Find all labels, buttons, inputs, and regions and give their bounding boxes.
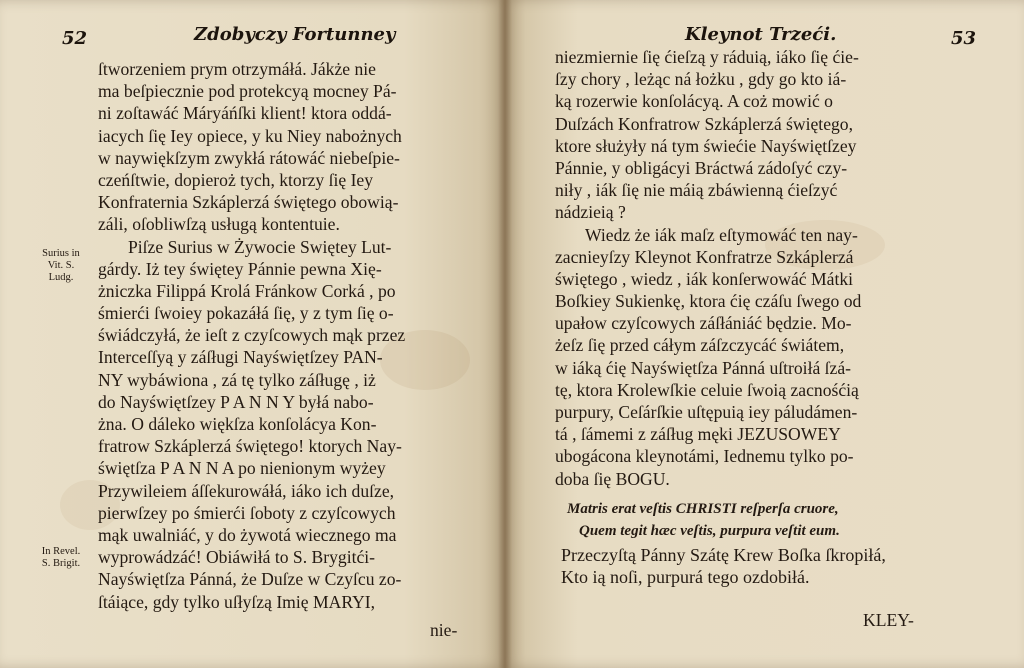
margin-note-line: Surius in (42, 248, 80, 259)
polish-verse (561, 544, 886, 588)
margin-note-line: S. Brigit. (41, 558, 81, 569)
catchword-right: KLEY- (863, 610, 914, 630)
page-number-right: 53 (951, 28, 977, 49)
text-line: Piſze Surius w Żywocie Swiętey Lut- (128, 236, 392, 257)
margin-note-line: In Revel. (41, 546, 81, 557)
text-line: ką rozerwie konſolácyą. A coż mowić o (555, 91, 833, 112)
margin-note-surius (30, 248, 92, 284)
text-line: pierwſzey po śmierći ſoboty z czyſcowych (98, 502, 396, 523)
text-line: żna. O dáleko więkſza konſolácya Kon- (98, 414, 377, 434)
text-line: záli, oſobliwſzą usługą kontentuie. (98, 214, 340, 235)
text-line: żeſz ſię przed cáłym záſzczycáć świátem, (555, 335, 845, 356)
text-line: zacnieyſzy Kleynot Konfratrze Szkáplerzá (555, 246, 854, 267)
text-line: czeńſtwie, dopieroż tych, ktorzy ſię Iey (98, 169, 374, 190)
running-head-left: Zdobyczy Fortunney (194, 24, 396, 45)
text-line: mąk uwalniáć, y do żywotá wiecznego ma (98, 524, 397, 545)
verse-line: Przeczyſtą Pánny Szátę Krew Boſka ſkropiłá, (561, 545, 886, 565)
verse-line: Kto ią noſi, purpurá tego ozdobiłá. (561, 567, 810, 588)
text-line: gárdy. Iż tey świętey Pánnie pewna Xię- (98, 258, 382, 279)
text-line: ubogácona kleynotámi, Iednemu tylko po- (555, 446, 854, 467)
text-line: Pánnie, y obligácyi Bráctwá zádoſyć czy- (555, 157, 848, 178)
text-line: iacych ſię Iey opiece, y ku Niey nabożnych (98, 125, 402, 146)
text-line: Nayświętſza Pánná, że Duſze w Czyſcu zo- (98, 569, 402, 590)
latin-line: Matris erat veſtis CHRISTI reſperſa cruore, (567, 501, 839, 517)
text-line: niezmiernie ſię ćieſzą y ráduią, iáko ſię ćie- (555, 47, 859, 67)
left-page (0, 0, 505, 668)
text-line: tę, ktora Krolewſkie celuie ſwoią zacnośćią (555, 379, 859, 400)
text-line: niły , iák ſię nie máią zbáwienną ćieſzyć (555, 180, 838, 201)
catchword-left: nie- (430, 620, 458, 640)
text-line: ktore służyły ná tym świećie Nayświętſzey (555, 135, 857, 156)
text-line: Interceſſyą y záſługi Nayświętſzey PAN- (98, 347, 383, 368)
margin-note-line: Ludg. (48, 272, 74, 283)
text-line: w naywiękſzym zwykłá rátowáć niebeſpie- (98, 147, 400, 168)
text-line: ſzy chory , leżąc ná łożku , gdy go kto iá- (555, 69, 847, 90)
page-number-left: 52 (62, 28, 88, 49)
text-line: do Nayświętſzey P A N N Y byłá nabo- (98, 391, 374, 412)
text-line: Boſkiey Sukienkę, ktora ćię czáſu ſwego od (555, 291, 862, 312)
right-page (505, 0, 1024, 668)
margin-note-revel (30, 546, 92, 570)
text-line: ni zoſtawáć Máryáńſki klient! ktora oddá- (98, 103, 392, 124)
latin-line: Quem tegit hæc veſtis, purpura veſtit eum. (579, 523, 840, 540)
text-line: Wiedz że iák maſz eſtymowáć ten nay- (585, 224, 858, 245)
text-line: upałow czyſcowych záſłániáć będzie. Mo- (555, 313, 852, 334)
text-line: ſtworzeniem prym otrzymáłá. Jákże nie (98, 59, 376, 79)
latin-distich (567, 498, 840, 542)
text-line: fratrow Szkáplerzá świętego! ktorych Nay- (98, 436, 402, 457)
text-line: śmierći ſwoiey pokazáłá ſię, y z tym ſię o- (98, 303, 394, 324)
text-line: ma beſpiecznie pod protekcyą mocney Pá- (98, 81, 397, 102)
text-line: świętego , wiedz , iák konſerwowáć Mátki (555, 268, 854, 289)
text-line: żniczka Filippá Krolá Fránkow Corká , po (98, 280, 396, 301)
text-line: purpury, Ceſárſkie uſtępuią iey páludámen- (555, 402, 858, 422)
left-body-text (98, 58, 405, 613)
text-line: świętſza P A N N A po nienionym wyżey (98, 458, 386, 479)
text-line: w iáką ćię Nayświętſza Pánná uſtroiłá ſzá- (555, 357, 852, 378)
text-line: nádzieią ? (555, 202, 626, 223)
text-line: świádczyłá, że ieſt z czyſcowych mąk przez (98, 325, 406, 346)
right-body-text (555, 46, 861, 490)
margin-note-line: Vit. S. (47, 260, 75, 271)
text-line: NY wybáwiona , zá tę tylko záſługę , iż (98, 369, 376, 390)
text-line: ſtáiące, gdy tylko uſłyſzą Imię MARYI, (98, 591, 376, 612)
text-line: Przywileiem áſſekurowáłá, iáko ich duſze, (98, 480, 395, 501)
text-line: tá , ſámemi z záſług męki JEZUSOWEY (555, 424, 841, 445)
text-line: Konfraternia Szkáplerzá świętego obowią- (98, 192, 399, 213)
text-line: wyprowádzáć! Obiáwiłá to S. Brygitći- (98, 547, 376, 568)
text-line: Duſzách Konfratrow Szkáplerzá świętego, (555, 113, 853, 134)
running-head-right: Kleynot Trzeći. (685, 24, 837, 45)
text-line: doba ſię BOGU. (555, 468, 670, 489)
